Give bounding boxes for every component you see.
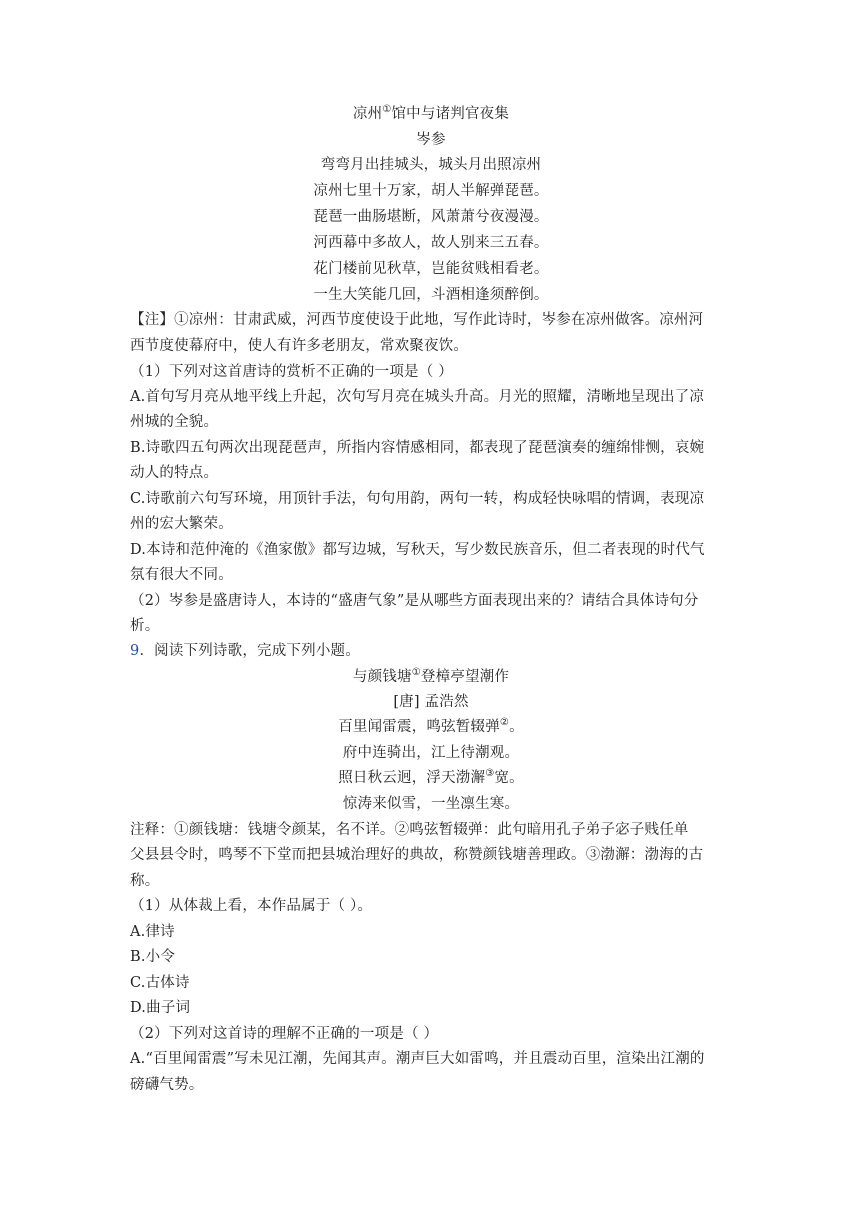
answer-option-a: A.“百里闻雷震”写未见江潮，先闻其声。潮声巨大如雷鸣，并且震动百里，渲染出江潮的	[130, 1051, 705, 1067]
poem-line-text: 百里闻雷震，鸣弦暂辍弹	[338, 719, 500, 735]
poem-line: 府中连骑出，江上待潮观。	[342, 745, 520, 761]
question-9-stem	[130, 641, 732, 661]
poem-line	[130, 717, 732, 739]
answer-option-b: B.小令	[130, 949, 176, 965]
poem-title	[130, 667, 732, 689]
answer-option-d: D.曲子词	[130, 1000, 191, 1016]
poem-line: 惊涛来似雪，一坐凛生寒。	[342, 796, 520, 812]
answer-option-a: A.律诗	[130, 924, 175, 940]
question-number: 9	[130, 643, 140, 659]
question-prompt: （1）从体裁上看，本作品属于（ ）。	[130, 898, 373, 914]
annotation-text: 称。	[130, 873, 160, 889]
poem-line: 河西幕中多故人，故人别来三五春。	[313, 235, 549, 251]
answer-option-d: D.本诗和范仲淹的《渔家傲》都写边城，写秋天，写少数民族音乐，但二者表现的时代气	[130, 542, 705, 558]
poem-title-part: 凉州	[352, 106, 383, 122]
question-prompt: （1）下列对这首唐诗的赏析不正确的一项是（ ）	[130, 364, 453, 380]
poem-line: 琵琶一曲肠堪断，风萧萧兮夜漫漫。	[313, 209, 549, 225]
answer-option-d-cont: 氛有很大不同。	[130, 567, 233, 583]
answer-option-c: C.诗歌前六句写环境，用顶针手法，句句用韵，两句一转，构成轻快咏唱的情调，表现凉	[130, 491, 705, 507]
poem-title-part: 与颜钱塘	[352, 669, 412, 685]
poem-line-text: 宽。	[494, 770, 524, 786]
poem-line: 凉州七里十万家，胡人半解弹琵琶。	[313, 183, 549, 199]
poem-line	[130, 768, 732, 790]
answer-option-b-cont: 动人的特点。	[130, 465, 219, 481]
annotation-text: 父县县令时，鸣琴不下堂而把县城治理好的典故，称赞颜钱塘善理政。③渤澥：渤海的古	[130, 847, 704, 863]
footnote-marker: ③	[485, 768, 495, 779]
annotation-text: 【注】①凉州：甘肃武威，河西节度使设于此地，写作此诗时，岑参在凉州做客。凉州河	[130, 312, 704, 328]
question-prompt-cont: 析。	[130, 618, 160, 634]
footnote-marker: ②	[499, 717, 510, 728]
footnote-marker: ①	[411, 667, 421, 678]
poem-line: 弯弯月出挂城头，城头月出照凉州	[320, 157, 542, 173]
answer-option-a-cont: 州城的全貌。	[130, 414, 219, 430]
question-prompt: （2）岑参是盛唐诗人，本诗的“盛唐气象”是从哪些方面表现出来的？请结合具体诗句分	[130, 593, 699, 609]
poem-author: [唐] 孟浩然	[393, 694, 469, 710]
poem-author: 岑参	[416, 132, 446, 148]
answer-option-c: C.古体诗	[130, 975, 190, 991]
answer-option-b: B.诗歌四五句两次出现琵琶声，所指内容情感相同，都表现了琵琶演奏的缠绵悱恻，哀婉	[130, 440, 705, 456]
poem-line-text: 照日秋云迥，浮天渤澥	[338, 770, 486, 786]
poem-line: 花门楼前见秋草，岂能贫贱相看老。	[313, 261, 549, 277]
answer-option-a: A.首句写月亮从地平线上升起，次句写月亮在城头升高。月光的照耀，清晰地呈现出了凉	[130, 389, 705, 405]
poem-title-part: 登樟亭望潮作	[420, 669, 510, 685]
poem-line-text: 。	[509, 719, 524, 735]
answer-option-a-cont: 磅礴气势。	[130, 1077, 204, 1093]
annotation-text: 注释：①颜钱塘：钱塘令颜某，名不详。②鸣弦暂辍弹：此句暗用孔子弟子宓子贱任单	[130, 822, 689, 838]
question-stem-text: ．阅读下列诗歌，完成下列小题。	[139, 643, 360, 659]
answer-option-c-cont: 州的宏大繁荣。	[130, 516, 233, 532]
annotation-text: 西节度使幕府中，使人有许多老朋友，常欢聚夜饮。	[130, 338, 469, 354]
question-prompt: （2）下列对这首诗的理解不正确的一项是（ ）	[130, 1026, 439, 1042]
poem-title	[130, 104, 732, 126]
footnote-marker: ①	[382, 104, 392, 115]
poem-title-part: 馆中与诸判官夜集	[391, 106, 510, 122]
poem-line: 一生大笑能几回，斗酒相逢须醉倒。	[313, 287, 549, 303]
